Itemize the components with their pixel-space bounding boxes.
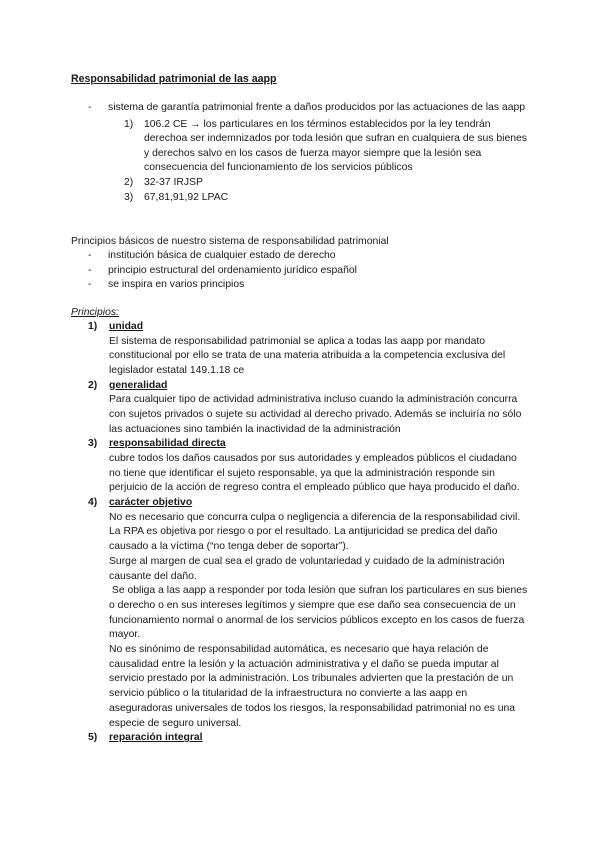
principle-body — [109, 393, 528, 437]
list-item — [88, 264, 528, 279]
principle-number: 3) — [88, 438, 98, 450]
principle-paragraph: Se obliga a las aapp a responder por toda lesión que sufran los particulares en sus bienes o derecho o en sus intereses legítimos y siempre que ese daño sea consecuencia de un funcionamiento normal o anormal de los servicios públicos excepto en los casos de fuerza mayor. — [109, 585, 528, 641]
dash-marker: - — [88, 102, 92, 113]
principle-item — [88, 320, 528, 379]
numbered-item — [124, 191, 528, 206]
principle-number: 1) — [88, 321, 98, 332]
principles-list — [88, 320, 528, 746]
principios-label: Principios: — [71, 307, 119, 318]
numbered-item — [124, 176, 528, 191]
numbered-sublist — [108, 118, 528, 206]
numbered-item-text: 67,81,91,92 LPAC — [144, 191, 229, 203]
item-number: 2) — [124, 176, 134, 188]
principle-body — [109, 335, 528, 379]
principle-paragraph: cubre todos los daños causados por sus autoridades y empleados públicos el ciudadano no tiene que identificar el sujeto responsable, ya que la administración responde sin perjuicio de la acción de regreso contra el empleado público que haya producido el daño. — [109, 453, 520, 494]
principle-title: carácter objetivo — [109, 497, 193, 509]
principle-item — [88, 496, 528, 731]
numbered-item-text: 106.2 CE → los particulares en los términos establecidos por la ley tendrán derechoa ser indemnizados por toda lesión que sufran en cualquiera de sus bienes y derechos salvo en los casos de fuerza mayor siempre que la lesión sea consecuencia del funcionamiento de los servicios públicos — [144, 118, 527, 174]
principle-paragraph: Surge al margen de cual sea el grado de voluntariedad y cuidado de la administración causante del daño. — [109, 555, 505, 582]
principle-number: 2) — [88, 379, 98, 391]
list-item — [88, 101, 528, 205]
list-item-text: sistema de garantía patrimonial frente a daños producidos por las actuaciones de las aapp — [108, 102, 526, 113]
principle-paragraph: El sistema de responsabilidad patrimonial se aplica a todas las aapp por mandato constitucional por ello se trata de una materia atribuida a la competencia exclusiva del legislador estatal 149.1.18 ce — [109, 335, 506, 376]
document-title: Responsabilidad patrimonial de las aapp — [71, 73, 277, 85]
list-item-text: institución básica de cualquier estado de derecho — [108, 250, 336, 261]
principle-title: reparación integral — [109, 732, 203, 744]
principle-title: generalidad — [109, 379, 168, 391]
list-item — [88, 249, 528, 264]
basic-principles-heading: Principios básicos de nuestro sistema de responsabilidad patrimonial — [71, 236, 389, 247]
principle-paragraph: Para cualquier tipo de actividad administrativa incluso cuando la administración concurra con sujetos privados o sujete su actividad al derecho privado. Además se incluiría no sólo las actuaciones sino también la inactividad de la administración — [109, 394, 522, 435]
principle-body — [109, 511, 528, 732]
dash-marker: - — [88, 279, 92, 291]
principle-paragraph: No es sinónimo de responsabilidad automática, es necesario que haya relación de causalidad entre la lesión y la actuación administrativa y el daño se pueda imputar al servicio prestado por la administración. Los tribunales advierten que la prestación de un servicio público o la titularidad de la infraestructura no convierte a las aapp en aseguradoras universales de todos los riesgos, la responsabilidad patrimonial no es una especie de seguro universal. — [109, 644, 516, 729]
principle-item — [88, 437, 528, 496]
list-item-text: principio estructural del ordenamiento jurídico español — [108, 264, 357, 276]
dash-marker: - — [88, 264, 92, 276]
principle-number: 4) — [88, 497, 98, 509]
principle-title: unidad — [109, 321, 144, 332]
numbered-item — [124, 118, 528, 176]
principle-body — [109, 452, 528, 496]
list-item-text: se inspira en varios principios — [108, 279, 245, 291]
principle-paragraph: No es necesario que concurra culpa o negligencia a diferencia de la responsabilidad civil. La RPA es objetiva por riesgo o por el resultado. La antijuricidad se predica del daño causado a la víctima (“no tenga deber de soportar”). — [109, 511, 521, 553]
principle-title: responsabilidad directa — [109, 438, 226, 450]
list-item — [88, 278, 528, 293]
intro-list — [88, 101, 528, 205]
basic-list — [88, 249, 528, 293]
principle-item — [88, 731, 528, 746]
item-number: 1) — [124, 118, 134, 130]
numbered-item-text: 32-37 IRJSP — [144, 176, 203, 188]
item-number: 3) — [124, 191, 134, 203]
principle-number: 5) — [88, 732, 98, 744]
dash-marker: - — [88, 250, 92, 261]
principle-item — [88, 379, 528, 438]
